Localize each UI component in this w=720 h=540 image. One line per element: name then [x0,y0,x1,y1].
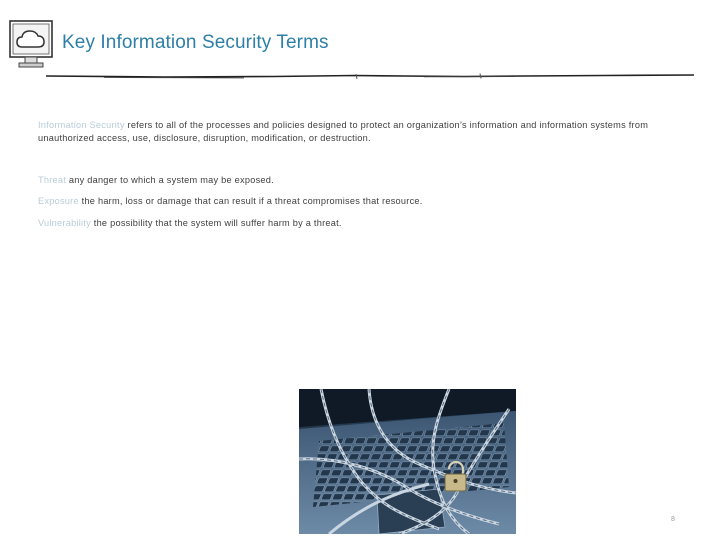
term-label: Information Security [38,120,125,130]
definition-information-security [38,119,686,145]
definition-text: any danger to which a system may be exposed. [66,175,274,185]
term-label: Threat [38,175,67,185]
definition-threat [38,174,686,187]
definition-exposure [38,195,686,208]
definition-text: the possibility that the system will suffer harm by a threat. [90,218,342,228]
definition-text: the harm, loss or damage that can result if a threat compromises that resource. [78,196,423,206]
definition-text: refers to all of the processes and policies designed to protect an organization’s information and information systems from unauthorized access, use, disclosure, disruption, modification, or destruction. [38,120,649,143]
term-label: Vulnerability [38,218,91,228]
title-divider [44,70,696,82]
chained-laptop-image [299,389,516,534]
definition-vulnerability [38,217,686,230]
cloud-monitor-icon [7,18,57,70]
term-label: Exposure [38,196,79,206]
slide-title: Key Information Security Terms [62,32,329,53]
page-number: 8 [671,516,675,523]
